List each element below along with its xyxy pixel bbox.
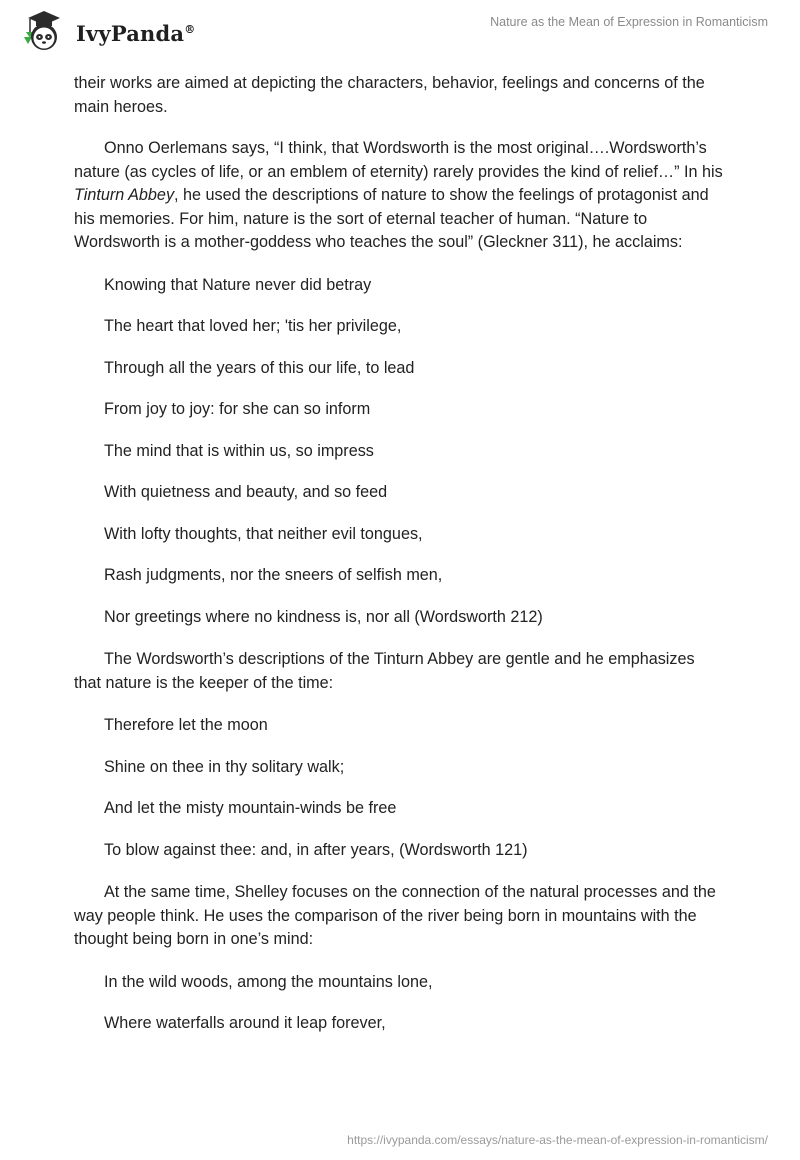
verse-line: Nor greetings where no kindness is, nor all (Wordsworth 212) (104, 607, 543, 626)
verse-line: To blow against thee: and, in after years, (Wordsworth 121) (104, 840, 528, 859)
panda-logo-icon (14, 10, 70, 54)
document-title: Nature as the Mean of Expression in Romanticism (490, 15, 768, 29)
verse-line: Therefore let the moon (104, 716, 268, 734)
paragraph-4: At the same time, Shelley focuses on the connection of the natural processes and the way people think. He uses the comparison of the river being born in mountains with the thought being born in one’s mind: (74, 883, 716, 948)
verse-line: From joy to joy: for she can so inform (104, 400, 371, 418)
paragraph-3: The Wordsworth’s descriptions of the Tinturn Abbey are gentle and he emphasizes that nature is the keeper of the time: (74, 650, 695, 692)
verse-line: Where waterfalls around it leap forever, (104, 1014, 386, 1032)
paragraph-2 (74, 137, 724, 255)
verse-line: And let the misty mountain-winds be free (104, 799, 397, 817)
page-header (0, 0, 800, 70)
verse-line: Rash judgments, nor the sneers of selfish men, (104, 566, 443, 584)
paragraph-1: their works are aimed at depicting the characters, behavior, feelings and concerns of the main heroes. (74, 74, 705, 116)
paragraph-2-text-b: , he used the descriptions of nature to show the feelings of protagonist and his memories. For him, nature is the sort of eternal teacher of human. “Nature to Wordsworth is a mother-goddess who teaches the soul” (Gleckner 311), he acclaims: (74, 186, 709, 251)
essay-body (74, 72, 724, 1036)
verse-line: With lofty thoughts, that neither evil tongues, (104, 524, 423, 543)
work-title-italic: Tinturn Abbey (74, 186, 175, 204)
brand-name-text: IvyPanda (76, 20, 185, 46)
source-url[interactable]: https://ivypanda.com/essays/nature-as-the-mean-of-expression-in-romanticism/ (347, 1133, 768, 1147)
verse-line: The heart that loved her; 'tis her privilege, (104, 317, 402, 335)
registered-mark: ® (184, 22, 196, 36)
verse-line: Shine on thee in thy solitary walk; (104, 757, 345, 776)
verse-line: The mind that is within us, so impress (104, 441, 374, 460)
brand-logo[interactable] (14, 10, 195, 54)
verse-line: With quietness and beauty, and so feed (104, 483, 388, 501)
verse-line: Knowing that Nature never did betray (104, 275, 372, 294)
paragraph-2-text-a: Onno Oerlemans says, “I think, that Wordsworth is the most original….Wordsworth’s nature (as cycles of life, or an emblem of eternity) rarely provides the kind of relief…” In his (74, 139, 723, 181)
brand-name (76, 21, 195, 46)
verse-line: Through all the years of this our life, to lead (104, 358, 415, 377)
verse-line: In the wild woods, among the mountains lone, (104, 972, 433, 991)
